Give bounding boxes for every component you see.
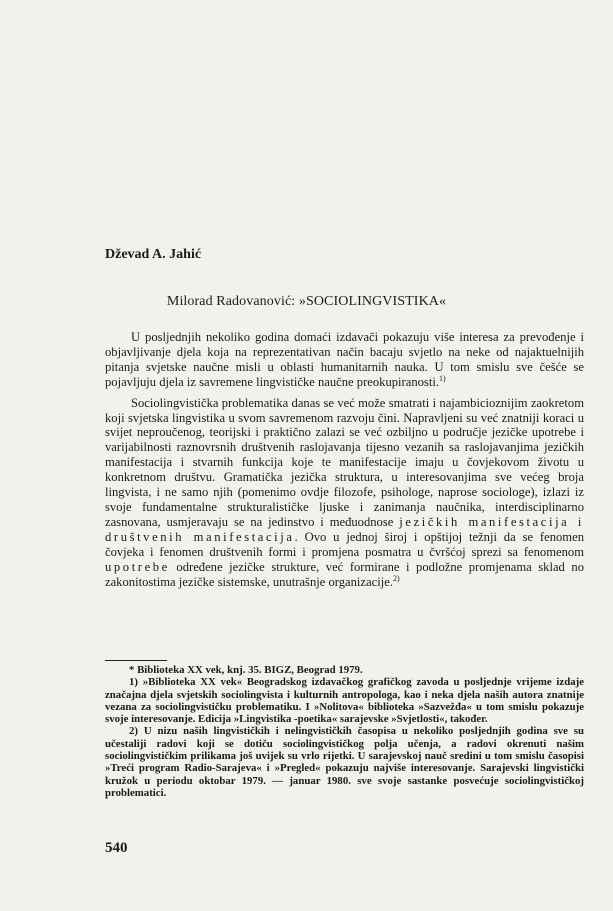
footnote-star: * Biblioteka XX vek, knj. 35. BIGZ, Beograd 1979. xyxy=(129,664,363,676)
author-name: Dževad A. Jahić xyxy=(105,247,202,262)
review-title: Milorad Radovanović: »SOCIOLINGVISTIKA« xyxy=(166,294,447,309)
footnotes xyxy=(105,664,584,799)
paragraph-2 xyxy=(105,396,584,590)
paragraph-2-text-a: Sociolingvistička problematika danas se već može smatrati i najambicioznijim zaokretom koji svjetska lingvistika u svom savremenom razvoju čini. Napravljeni su već znatniji koraci u svijet neproučenog, teorijski i praktično zalazi se već ozbiljno u područje jezičke upotrebe i varijabilnosti raznovrsnih društvenih raslojavanja tijesno vezanih sa raslojavanjima jezičkih manifestacija i stvarnih funkcija koje te manifestacije imaju u čovjekovom životu u konkretnom društvu. Gramatička jezička struktura, u interesovanjima sve većeg broja lingvista, i ne samo njih (pomenimo ovdje filozofe, psihologe, naprose sociologe), izlazi iz svoje fundamentalne strukturalističke ljuske i zanimanja naučnika, interdisciplinarno zasnovana, usmjeravaju se na jedinstvo i međuodnose xyxy=(105,395,584,529)
paragraph-2-emphasis-1: jezičkih manifestacija i društvenih manifestacija xyxy=(105,514,584,544)
footnote-ref-2: 2) xyxy=(392,573,400,583)
footnote-2: 2) U nizu naših lingvističkih i nelingvističkih časopisa u nekoliko posljednjih godina sve su učestaliji radovi koji se dotiču sociolingvističkog polja učenja, a radovi okrenuti našim sociolingvističkim prilikama još uvijek su vrlo rijetki. U sarajevskoj nauč sredini u tom smislu časopisi »Treći program Radio-Sarajeva« i »Pregled« pokazuju najviše interesovanje. Sarajevski lingvistički kružok u periodu oktobar 1979. — januar 1980. sve svoje sastanke posvećuje sociolingvističkoj problematici. xyxy=(105,725,584,799)
body-text xyxy=(105,330,584,595)
paragraph-1-text: U posljednjih nekoliko godina domaći izdavači pokazuju više interesa za prevođenje i objavljivanje djela koja na reprezentativan način bacaju svjetlo na neke od najaktuelnijih pitanja svjetske naučne misli u oblasti humanitarnih nauka. U tom smislu sve češće se pojavljuju djela iz savremene lingvističke naučne preokupiranosti. xyxy=(105,330,584,389)
paragraph-2-text-c: određene jezičke strukture, već formirane i podložne promjenama sklad no zakonitostima jezičke sistemske, unutrašnje organizacije. xyxy=(105,559,584,589)
footnote-1: 1) »Biblioteka XX vek« Beogradskog izdavačkog grafičkog zavoda u posljednje vrijeme izdaje značajna djela svjetskih sociolingvista i kulturnih antropologa, kao i neka djela naših autora znatnije vezana za sociolingvističku problematiku. I »Nolitova« biblioteka »Sazvežđa« u tom smislu pokazuje svoje interesovanje. Edicija »Lingvistika -poetika« sarajevske »Svjetlosti«, također. xyxy=(105,676,584,726)
footnote-divider xyxy=(105,660,167,661)
footnote-ref-1: 1) xyxy=(438,373,446,383)
page-number: 540 xyxy=(105,840,128,856)
paragraph-2-emphasis-2: upotrebe xyxy=(105,559,170,574)
paragraph-2-text-b: . Ovo u jednoj široj i opštijoj težnji da se fenomen čovjeka i fenomen društvenih formi i promjena posmatra u čvršćoj sprezi sa fenomenom xyxy=(105,529,584,559)
paragraph-1 xyxy=(105,330,584,390)
